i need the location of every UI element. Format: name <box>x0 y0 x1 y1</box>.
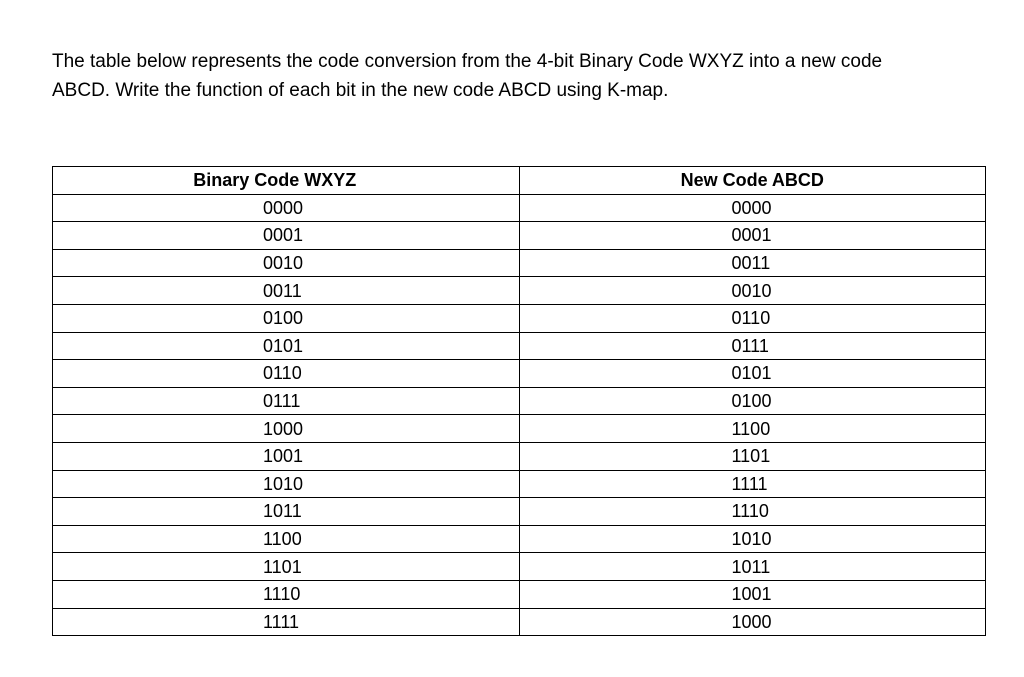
question-line-1: The table below represents the code conversion from the 4-bit Binary Code WXYZ into a new code <box>52 51 883 72</box>
question-line-2: ABCD. Write the function of each bit in the new code ABCD using K-map. <box>52 80 669 101</box>
table-row <box>53 415 986 443</box>
table-row <box>53 553 986 581</box>
binary-code-cell: 1100 <box>53 525 520 553</box>
binary-code-cell: 1000 <box>53 415 520 443</box>
table-row <box>53 332 986 360</box>
new-code-cell: 1110 <box>519 498 986 526</box>
table-row <box>53 360 986 388</box>
new-code-cell: 0011 <box>519 249 986 277</box>
binary-code-cell: 1001 <box>53 442 520 470</box>
table-header-row <box>53 167 986 195</box>
new-code-cell: 1100 <box>519 415 986 443</box>
table-row <box>53 580 986 608</box>
new-code-cell: 1011 <box>519 553 986 581</box>
new-code-cell: 1001 <box>519 580 986 608</box>
binary-code-cell: 0110 <box>53 360 520 388</box>
binary-code-cell: 0100 <box>53 304 520 332</box>
binary-code-cell: 1110 <box>53 580 520 608</box>
table-row <box>53 277 986 305</box>
header-new-code: New Code ABCD <box>519 167 986 195</box>
new-code-cell: 1111 <box>519 470 986 498</box>
table-row <box>53 525 986 553</box>
table-row <box>53 387 986 415</box>
binary-code-cell: 1101 <box>53 553 520 581</box>
table-row <box>53 194 986 222</box>
binary-code-cell: 0111 <box>53 387 520 415</box>
table-row <box>53 608 986 636</box>
new-code-cell: 0111 <box>519 332 986 360</box>
binary-code-cell: 1111 <box>53 608 520 636</box>
code-conversion-table <box>52 166 986 636</box>
question-text <box>52 47 982 105</box>
binary-code-cell: 1010 <box>53 470 520 498</box>
header-binary-code: Binary Code WXYZ <box>53 167 520 195</box>
new-code-cell: 1101 <box>519 442 986 470</box>
binary-code-cell: 0000 <box>53 194 520 222</box>
binary-code-cell: 0011 <box>53 277 520 305</box>
new-code-cell: 0001 <box>519 222 986 250</box>
table-body <box>53 194 986 636</box>
new-code-cell: 0101 <box>519 360 986 388</box>
table-row <box>53 470 986 498</box>
table-row <box>53 304 986 332</box>
new-code-cell: 1000 <box>519 608 986 636</box>
new-code-cell: 0000 <box>519 194 986 222</box>
new-code-cell: 0010 <box>519 277 986 305</box>
new-code-cell: 0100 <box>519 387 986 415</box>
binary-code-cell: 0010 <box>53 249 520 277</box>
binary-code-cell: 1011 <box>53 498 520 526</box>
new-code-cell: 1010 <box>519 525 986 553</box>
table-row <box>53 222 986 250</box>
table-row <box>53 249 986 277</box>
table-row <box>53 442 986 470</box>
new-code-cell: 0110 <box>519 304 986 332</box>
binary-code-cell: 0001 <box>53 222 520 250</box>
binary-code-cell: 0101 <box>53 332 520 360</box>
table-row <box>53 498 986 526</box>
